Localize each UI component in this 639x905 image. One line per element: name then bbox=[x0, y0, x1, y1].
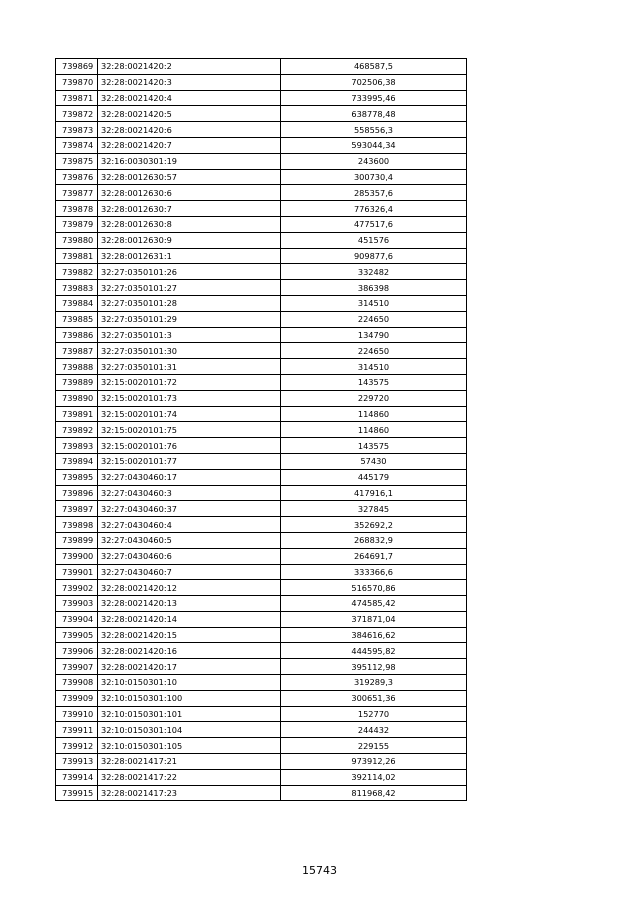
cadastral-number-cell: 32:28:0012630:9 bbox=[98, 232, 281, 248]
record-id-cell: 739882 bbox=[56, 264, 98, 280]
records-table bbox=[55, 58, 467, 801]
cadastral-number-cell: 32:28:0021420:16 bbox=[98, 643, 281, 659]
record-id-cell: 739876 bbox=[56, 169, 98, 185]
record-id-cell: 739910 bbox=[56, 706, 98, 722]
table-row bbox=[56, 438, 467, 454]
cadastral-number-cell: 32:28:0021420:12 bbox=[98, 580, 281, 596]
record-id-cell: 739879 bbox=[56, 216, 98, 232]
value-cell: 319289,3 bbox=[281, 675, 467, 691]
record-id-cell: 739914 bbox=[56, 769, 98, 785]
cadastral-number-cell: 32:28:0021417:23 bbox=[98, 785, 281, 801]
cadastral-number-cell: 32:28:0021420:15 bbox=[98, 627, 281, 643]
cadastral-number-cell: 32:15:0020101:77 bbox=[98, 453, 281, 469]
cadastral-number-cell: 32:27:0350101:30 bbox=[98, 343, 281, 359]
cadastral-number-cell: 32:27:0430460:17 bbox=[98, 469, 281, 485]
record-id-cell: 739883 bbox=[56, 280, 98, 296]
table-row bbox=[56, 374, 467, 390]
cadastral-number-cell: 32:27:0430460:3 bbox=[98, 485, 281, 501]
cadastral-number-cell: 32:15:0020101:76 bbox=[98, 438, 281, 454]
cadastral-number-cell: 32:15:0020101:75 bbox=[98, 422, 281, 438]
table-row bbox=[56, 359, 467, 375]
cadastral-number-cell: 32:27:0350101:27 bbox=[98, 280, 281, 296]
value-cell: 593044,34 bbox=[281, 137, 467, 153]
table-row bbox=[56, 59, 467, 75]
table-row bbox=[56, 548, 467, 564]
value-cell: 314510 bbox=[281, 295, 467, 311]
table-row bbox=[56, 690, 467, 706]
value-cell: 300651,36 bbox=[281, 690, 467, 706]
table-row bbox=[56, 738, 467, 754]
record-id-cell: 739911 bbox=[56, 722, 98, 738]
table-row bbox=[56, 643, 467, 659]
record-id-cell: 739915 bbox=[56, 785, 98, 801]
cadastral-number-cell: 32:28:0012631:1 bbox=[98, 248, 281, 264]
cadastral-number-cell: 32:10:0150301:100 bbox=[98, 690, 281, 706]
value-cell: 57430 bbox=[281, 453, 467, 469]
cadastral-number-cell: 32:28:0021417:22 bbox=[98, 769, 281, 785]
table-row bbox=[56, 343, 467, 359]
table-row bbox=[56, 769, 467, 785]
value-cell: 909877,6 bbox=[281, 248, 467, 264]
value-cell: 285357,6 bbox=[281, 185, 467, 201]
record-id-cell: 739887 bbox=[56, 343, 98, 359]
value-cell: 243600 bbox=[281, 153, 467, 169]
cadastral-number-cell: 32:28:0012630:8 bbox=[98, 216, 281, 232]
table-row bbox=[56, 754, 467, 770]
value-cell: 811968,42 bbox=[281, 785, 467, 801]
value-cell: 477517,6 bbox=[281, 216, 467, 232]
table-row bbox=[56, 153, 467, 169]
record-id-cell: 739870 bbox=[56, 74, 98, 90]
value-cell: 333366,6 bbox=[281, 564, 467, 580]
value-cell: 114860 bbox=[281, 406, 467, 422]
table-row bbox=[56, 722, 467, 738]
table-row bbox=[56, 596, 467, 612]
record-id-cell: 739898 bbox=[56, 517, 98, 533]
value-cell: 143575 bbox=[281, 438, 467, 454]
record-id-cell: 739872 bbox=[56, 106, 98, 122]
table-row bbox=[56, 580, 467, 596]
value-cell: 352692,2 bbox=[281, 517, 467, 533]
record-id-cell: 739888 bbox=[56, 359, 98, 375]
record-id-cell: 739894 bbox=[56, 453, 98, 469]
cadastral-number-cell: 32:27:0350101:31 bbox=[98, 359, 281, 375]
value-cell: 776326,4 bbox=[281, 201, 467, 217]
record-id-cell: 739904 bbox=[56, 611, 98, 627]
record-id-cell: 739884 bbox=[56, 295, 98, 311]
record-id-cell: 739903 bbox=[56, 596, 98, 612]
table-row bbox=[56, 627, 467, 643]
record-id-cell: 739909 bbox=[56, 690, 98, 706]
table-row bbox=[56, 201, 467, 217]
table-row bbox=[56, 264, 467, 280]
page-number: 15743 bbox=[302, 864, 337, 877]
table-row bbox=[56, 137, 467, 153]
cadastral-number-cell: 32:10:0150301:101 bbox=[98, 706, 281, 722]
cadastral-number-cell: 32:16:0030301:19 bbox=[98, 153, 281, 169]
table-row bbox=[56, 706, 467, 722]
cadastral-number-cell: 32:27:0430460:6 bbox=[98, 548, 281, 564]
value-cell: 371871,04 bbox=[281, 611, 467, 627]
record-id-cell: 739895 bbox=[56, 469, 98, 485]
value-cell: 224650 bbox=[281, 311, 467, 327]
table-row bbox=[56, 295, 467, 311]
value-cell: 152770 bbox=[281, 706, 467, 722]
value-cell: 134790 bbox=[281, 327, 467, 343]
cadastral-number-cell: 32:15:0020101:74 bbox=[98, 406, 281, 422]
cadastral-number-cell: 32:28:0012630:57 bbox=[98, 169, 281, 185]
record-id-cell: 739873 bbox=[56, 122, 98, 138]
cadastral-number-cell: 32:28:0021420:4 bbox=[98, 90, 281, 106]
value-cell: 395112,98 bbox=[281, 659, 467, 675]
cadastral-number-cell: 32:10:0150301:105 bbox=[98, 738, 281, 754]
record-id-cell: 739889 bbox=[56, 374, 98, 390]
value-cell: 114860 bbox=[281, 422, 467, 438]
record-id-cell: 739897 bbox=[56, 501, 98, 517]
cadastral-number-cell: 32:28:0021420:7 bbox=[98, 137, 281, 153]
table-row bbox=[56, 248, 467, 264]
value-cell: 229720 bbox=[281, 390, 467, 406]
value-cell: 244432 bbox=[281, 722, 467, 738]
value-cell: 143575 bbox=[281, 374, 467, 390]
value-cell: 224650 bbox=[281, 343, 467, 359]
record-id-cell: 739886 bbox=[56, 327, 98, 343]
value-cell: 638778,48 bbox=[281, 106, 467, 122]
cadastral-number-cell: 32:28:0021417:21 bbox=[98, 754, 281, 770]
cadastral-number-cell: 32:27:0350101:29 bbox=[98, 311, 281, 327]
cadastral-number-cell: 32:28:0021420:13 bbox=[98, 596, 281, 612]
record-id-cell: 739877 bbox=[56, 185, 98, 201]
record-id-cell: 739900 bbox=[56, 548, 98, 564]
cadastral-number-cell: 32:27:0430460:4 bbox=[98, 517, 281, 533]
table-row bbox=[56, 390, 467, 406]
record-id-cell: 739871 bbox=[56, 90, 98, 106]
record-id-cell: 739875 bbox=[56, 153, 98, 169]
table-row bbox=[56, 185, 467, 201]
value-cell: 384616,62 bbox=[281, 627, 467, 643]
cadastral-number-cell: 32:28:0021420:3 bbox=[98, 74, 281, 90]
table-row bbox=[56, 517, 467, 533]
record-id-cell: 739891 bbox=[56, 406, 98, 422]
table-row bbox=[56, 216, 467, 232]
value-cell: 445179 bbox=[281, 469, 467, 485]
value-cell: 558556,3 bbox=[281, 122, 467, 138]
cadastral-number-cell: 32:27:0430460:7 bbox=[98, 564, 281, 580]
value-cell: 733995,46 bbox=[281, 90, 467, 106]
table-row bbox=[56, 564, 467, 580]
record-id-cell: 739899 bbox=[56, 532, 98, 548]
record-id-cell: 739908 bbox=[56, 675, 98, 691]
cadastral-number-cell: 32:27:0350101:3 bbox=[98, 327, 281, 343]
table-row bbox=[56, 469, 467, 485]
table-row bbox=[56, 106, 467, 122]
record-id-cell: 739905 bbox=[56, 627, 98, 643]
table-row bbox=[56, 74, 467, 90]
cadastral-number-cell: 32:10:0150301:104 bbox=[98, 722, 281, 738]
table-row bbox=[56, 532, 467, 548]
cadastral-number-cell: 32:27:0430460:37 bbox=[98, 501, 281, 517]
cadastral-number-cell: 32:28:0021420:6 bbox=[98, 122, 281, 138]
value-cell: 386398 bbox=[281, 280, 467, 296]
table-row bbox=[56, 122, 467, 138]
value-cell: 973912,26 bbox=[281, 754, 467, 770]
table-row bbox=[56, 311, 467, 327]
cadastral-number-cell: 32:28:0021420:5 bbox=[98, 106, 281, 122]
cadastral-number-cell: 32:10:0150301:10 bbox=[98, 675, 281, 691]
table-row bbox=[56, 501, 467, 517]
value-cell: 444595,82 bbox=[281, 643, 467, 659]
table-row bbox=[56, 659, 467, 675]
record-id-cell: 739892 bbox=[56, 422, 98, 438]
record-id-cell: 739878 bbox=[56, 201, 98, 217]
record-id-cell: 739869 bbox=[56, 59, 98, 75]
value-cell: 468587,5 bbox=[281, 59, 467, 75]
record-id-cell: 739901 bbox=[56, 564, 98, 580]
records-table-body bbox=[56, 59, 467, 801]
table-row bbox=[56, 422, 467, 438]
cadastral-number-cell: 32:28:0021420:17 bbox=[98, 659, 281, 675]
cadastral-number-cell: 32:15:0020101:72 bbox=[98, 374, 281, 390]
record-id-cell: 739885 bbox=[56, 311, 98, 327]
cadastral-number-cell: 32:27:0350101:28 bbox=[98, 295, 281, 311]
table-row bbox=[56, 785, 467, 801]
record-id-cell: 739890 bbox=[56, 390, 98, 406]
value-cell: 392114,02 bbox=[281, 769, 467, 785]
cadastral-number-cell: 32:27:0430460:5 bbox=[98, 532, 281, 548]
value-cell: 516570,86 bbox=[281, 580, 467, 596]
record-id-cell: 739881 bbox=[56, 248, 98, 264]
cadastral-number-cell: 32:28:0012630:7 bbox=[98, 201, 281, 217]
table-row bbox=[56, 453, 467, 469]
record-id-cell: 739906 bbox=[56, 643, 98, 659]
value-cell: 451576 bbox=[281, 232, 467, 248]
table-row bbox=[56, 485, 467, 501]
cadastral-number-cell: 32:27:0350101:26 bbox=[98, 264, 281, 280]
record-id-cell: 739874 bbox=[56, 137, 98, 153]
value-cell: 300730,4 bbox=[281, 169, 467, 185]
table-row bbox=[56, 169, 467, 185]
record-id-cell: 739902 bbox=[56, 580, 98, 596]
table-row bbox=[56, 327, 467, 343]
value-cell: 268832,9 bbox=[281, 532, 467, 548]
record-id-cell: 739907 bbox=[56, 659, 98, 675]
value-cell: 327845 bbox=[281, 501, 467, 517]
table-row bbox=[56, 406, 467, 422]
value-cell: 229155 bbox=[281, 738, 467, 754]
table-row bbox=[56, 280, 467, 296]
value-cell: 702506,38 bbox=[281, 74, 467, 90]
value-cell: 264691,7 bbox=[281, 548, 467, 564]
cadastral-number-cell: 32:28:0012630:6 bbox=[98, 185, 281, 201]
table-row bbox=[56, 611, 467, 627]
cadastral-number-cell: 32:28:0021420:2 bbox=[98, 59, 281, 75]
cadastral-number-cell: 32:15:0020101:73 bbox=[98, 390, 281, 406]
cadastral-number-cell: 32:28:0021420:14 bbox=[98, 611, 281, 627]
value-cell: 332482 bbox=[281, 264, 467, 280]
value-cell: 417916,1 bbox=[281, 485, 467, 501]
record-id-cell: 739896 bbox=[56, 485, 98, 501]
value-cell: 474585,42 bbox=[281, 596, 467, 612]
table-row bbox=[56, 675, 467, 691]
record-id-cell: 739912 bbox=[56, 738, 98, 754]
value-cell: 314510 bbox=[281, 359, 467, 375]
record-id-cell: 739893 bbox=[56, 438, 98, 454]
record-id-cell: 739913 bbox=[56, 754, 98, 770]
record-id-cell: 739880 bbox=[56, 232, 98, 248]
table-row bbox=[56, 232, 467, 248]
table-row bbox=[56, 90, 467, 106]
